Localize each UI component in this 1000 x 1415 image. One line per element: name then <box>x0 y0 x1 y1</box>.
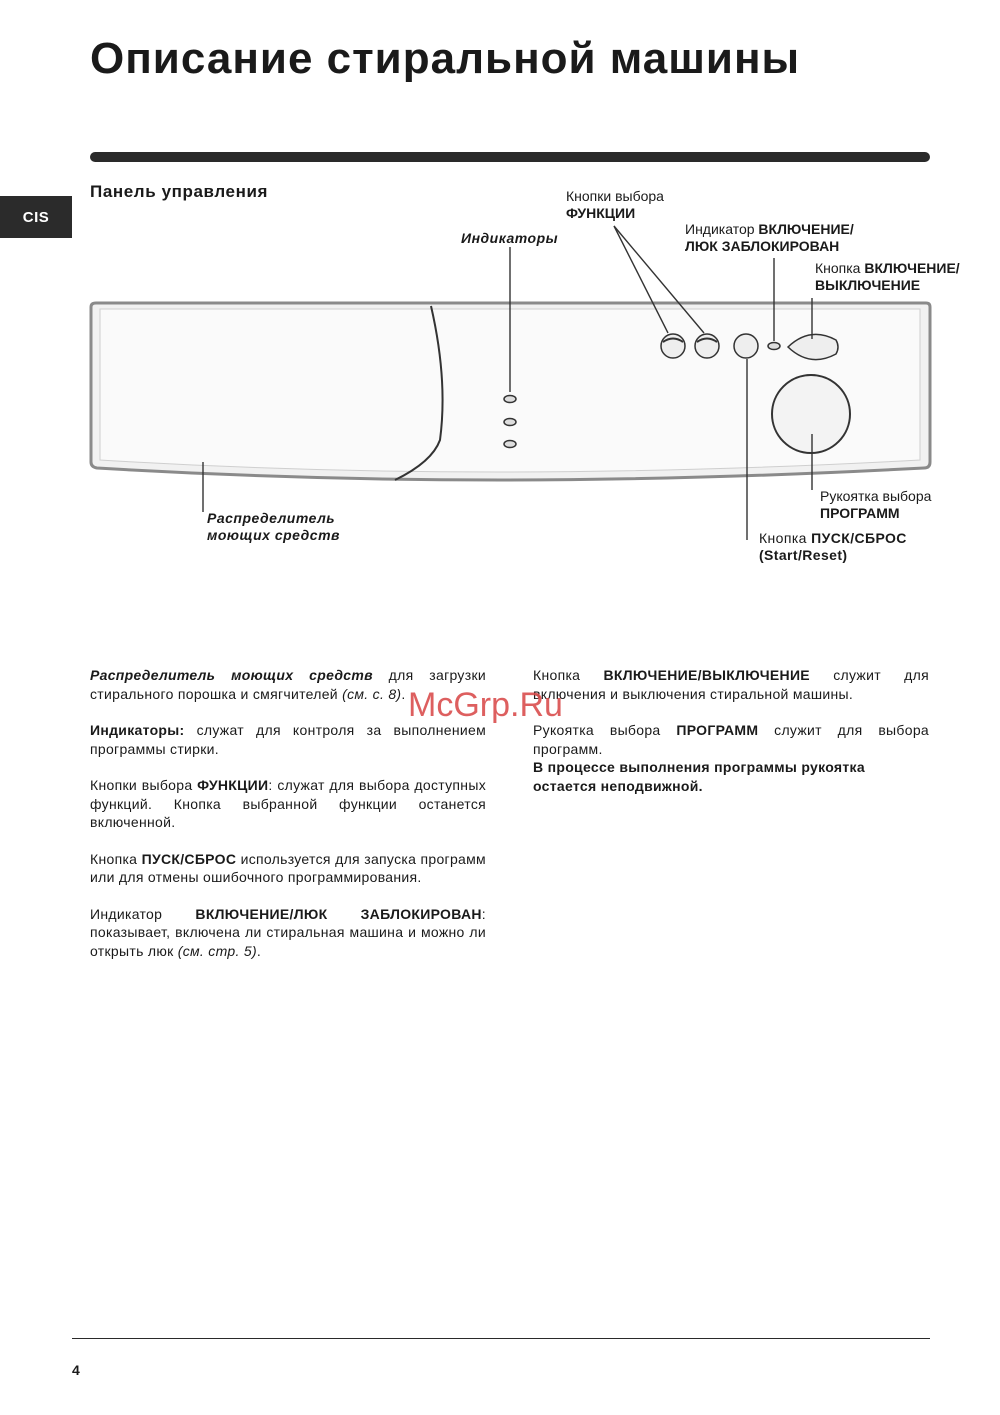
indicators-desc: служат для контроля за выполнением программы стирки. <box>90 722 486 757</box>
onoff-button-prefix: Кнопка <box>815 260 865 276</box>
door-lock-end: . <box>256 942 262 959</box>
start-prefix: Кнопка <box>90 850 142 867</box>
onoff-term: ВКЛЮЧЕНИЕ/ВЫКЛЮЧЕНИЕ <box>603 667 810 683</box>
door-lock-term: ВКЛЮЧЕНИЕ/ЛЮК ЗАБЛОКИРОВАН <box>195 905 482 922</box>
door-lock-indicator <box>768 343 780 350</box>
start-reset-line2: (Start/Reset) <box>759 547 848 563</box>
door-lock-ref: (см. стр. 5) <box>177 942 257 959</box>
knob-paragraph <box>533 721 929 758</box>
indicators-term: Индикаторы: <box>90 722 185 738</box>
program-knob <box>772 375 850 453</box>
function-term: ФУНКЦИИ <box>197 777 269 793</box>
start-reset-button <box>734 334 758 358</box>
section-title: Панель управления <box>90 182 269 201</box>
dispenser-desc: для загрузки стирального порошка и смягчителей <box>90 667 486 702</box>
page-title: Описание стиральной машины <box>90 34 801 83</box>
knob-prefix: Рукоятка выбора <box>533 722 677 738</box>
start-desc: используется для запуска программ или для отмены ошибочного программирования. <box>90 850 486 885</box>
dispenser-ref: (см. с. 8) <box>342 685 402 702</box>
start-reset-paragraph <box>90 850 486 887</box>
program-knob-label <box>820 488 931 522</box>
onoff-indicator-bold2: ЛЮК ЗАБЛОКИРОВАН <box>685 238 840 254</box>
function-prefix: Кнопки выбора <box>90 777 198 793</box>
dispenser-label-line2: моющих средств <box>207 527 340 543</box>
onoff-indicator-bold1: ВКЛЮЧЕНИЕ/ <box>758 221 854 237</box>
start-reset-label <box>759 530 907 564</box>
indicators-paragraph <box>90 721 486 758</box>
dispenser-label <box>207 510 340 544</box>
start-term: ПУСК/СБРОС <box>141 850 237 867</box>
knob-desc: служит для выбора программ. <box>533 722 930 757</box>
watermark: McGrp.Ru <box>408 686 563 724</box>
onoff-indicator-prefix: Индикатор <box>685 221 759 237</box>
dispenser-label-line1: Распределитель <box>207 510 336 526</box>
knob-warning: В процессе выполнения программы рукоятка остается неподвижной. <box>533 759 865 794</box>
start-reset-prefix: Кнопка <box>759 530 812 546</box>
indicator-led-2 <box>504 419 516 426</box>
indicator-led-1 <box>504 396 516 403</box>
program-knob-label-line2: ПРОГРАММ <box>820 505 900 521</box>
onoff-button-bold1: ВКЛЮЧЕНИЕ/ <box>864 260 960 276</box>
onoff-paragraph <box>533 666 929 703</box>
function-desc: : служат для выбора доступных функций. Кнопка выбранной функции останется включенной. <box>90 777 486 830</box>
door-lock-prefix: Индикатор <box>90 905 196 922</box>
right-column-text <box>533 666 929 813</box>
dispenser-end: . <box>401 685 406 702</box>
language-tab: CIS <box>0 196 72 238</box>
dispenser-term: Распределитель моющих средств <box>90 667 373 683</box>
onoff-button-label <box>815 260 960 294</box>
page-number: 4 <box>72 1362 80 1378</box>
onoff-desc: служит для включения и выключения стиральной машины. <box>533 667 929 702</box>
function-buttons-label <box>566 188 664 222</box>
indicators-label: Индикаторы <box>461 230 559 246</box>
onoff-prefix: Кнопка <box>533 667 604 683</box>
door-lock-paragraph <box>90 905 486 961</box>
onoff-button-bold2: ВЫКЛЮЧЕНИЕ <box>815 277 921 293</box>
function-buttons-paragraph <box>90 776 486 832</box>
function-buttons-label-line1: Кнопки выбора <box>566 188 664 204</box>
onoff-indicator-label <box>685 221 854 255</box>
start-reset-bold: ПУСК/СБРОС <box>811 530 907 546</box>
function-buttons-label-line2: ФУНКЦИИ <box>566 205 636 221</box>
footer-divider <box>72 1338 930 1339</box>
indicator-led-3 <box>504 441 516 448</box>
door-lock-desc: : показывает, включена ли стиральная машина и можно ли открыть люк <box>90 905 486 959</box>
knob-term: ПРОГРАММ <box>676 722 759 738</box>
program-knob-label-line1: Рукоятка выбора <box>820 488 932 504</box>
